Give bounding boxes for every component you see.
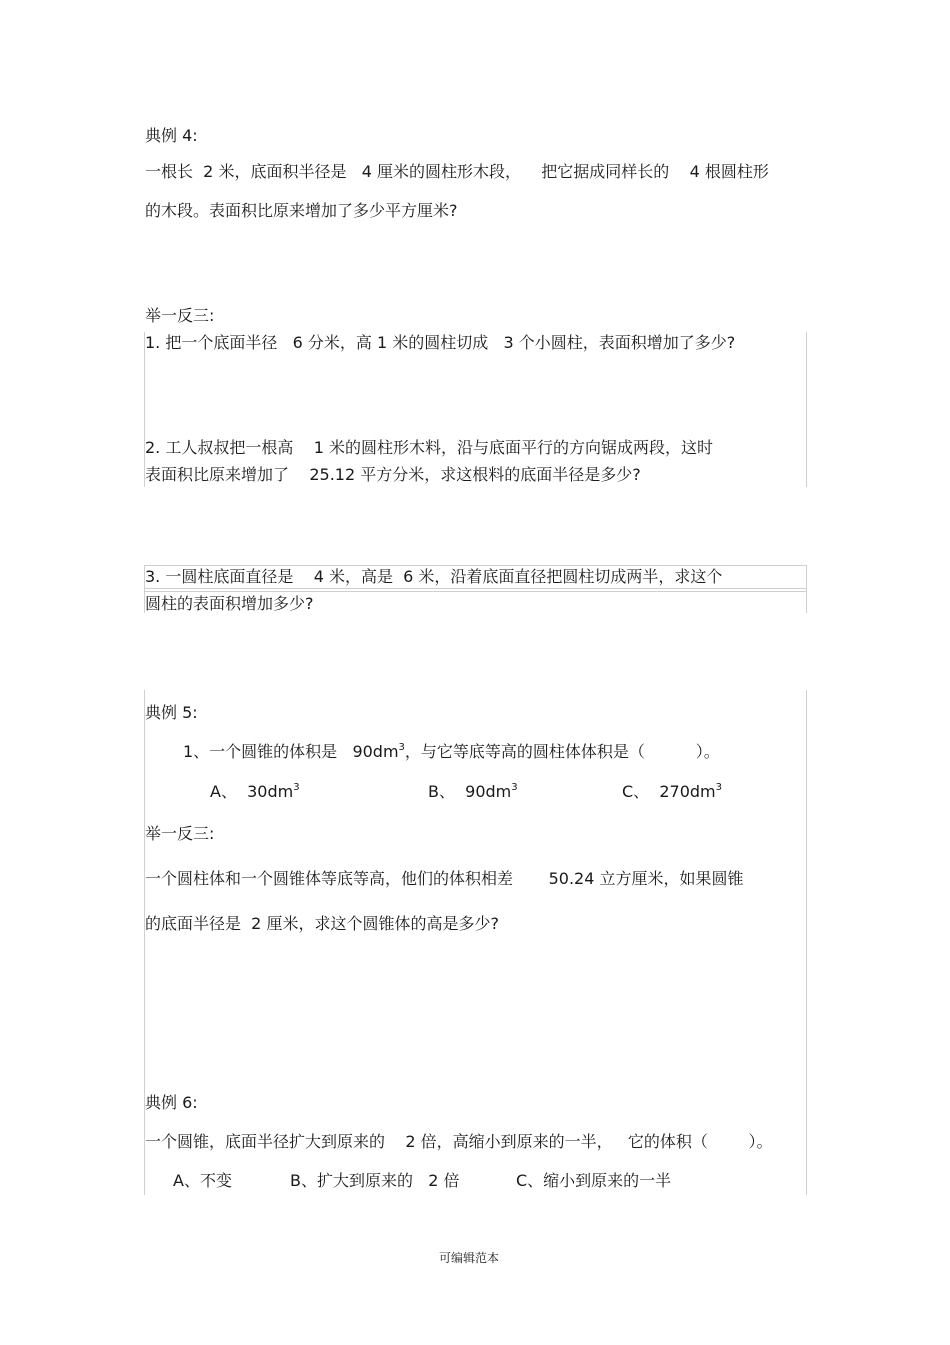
border-mid-2a: [144, 588, 807, 589]
example-4-line-1: 一根长 2 米，底面积半径是 4 厘米的圆柱形木段， 把它据成同样长的 4 根圆柱形: [145, 162, 769, 181]
example-5-option-c: [622, 782, 722, 802]
border-right-1: [806, 332, 807, 487]
example-4-line-2: 的木段。表面积比原来增加了多少平方厘米?: [145, 201, 458, 220]
example-6-heading: 典例 6:: [145, 1093, 198, 1112]
practice-1-question-2-line-1: 2. 工人叔叔把一根高 1 米的圆柱形木料，沿与底面平行的方向锯成两段，这时: [145, 438, 713, 457]
practice-2-line-2: 的底面半径是 2 厘米，求这个圆锥体的高是多少?: [145, 914, 499, 933]
practice-1-question-3-line-2: 圆柱的表面积增加多少?: [145, 594, 314, 613]
border-left-1: [144, 332, 145, 487]
border-right-3: [806, 690, 807, 1195]
practice-2-line-1: 一个圆柱体和一个圆锥体等底等高，他们的体积相差 50.24 立方厘米，如果圆锥: [145, 869, 744, 888]
superscript: 3: [511, 782, 518, 793]
practice-1-heading: 举一反三:: [145, 306, 215, 325]
option-b-text: B、 90dm: [428, 782, 512, 801]
superscript: 3: [715, 782, 723, 793]
practice-1-question-3-line-1: 3. 一圆柱底面直径是 4 米，高是 6 米，沿着底面直径把圆柱切成两半，求这个: [145, 567, 723, 586]
option-a-text: A、 30dm: [210, 782, 294, 801]
border-top-2: [144, 565, 807, 566]
example-4-heading: 典例 4:: [145, 126, 198, 145]
practice-2-heading: 举一反三:: [145, 824, 215, 843]
example-5-option-a: [210, 782, 300, 802]
example-5-question-tail: ，与它等底等高的圆柱体体积是（ ）。: [404, 742, 720, 761]
option-c-text: C、 270dm: [622, 782, 716, 801]
page-footer: 可编辑范本: [439, 1251, 500, 1265]
example-5-question: [183, 742, 720, 762]
example-6-option-b: B、扩大到原来的 2 倍: [290, 1171, 460, 1190]
practice-1-question-2-line-2: 表面积比原来增加了 25.12 平方分米，求这根料的底面半径是多少?: [145, 465, 641, 484]
border-left-3: [144, 690, 145, 1195]
example-5-option-b: [428, 782, 518, 802]
superscript: 3: [293, 782, 300, 793]
border-mid-2b: [144, 591, 807, 592]
example-5-question-text: 1、一个圆锥的体积是 90dm: [183, 742, 399, 761]
practice-1-question-1: 1. 把一个底面半径 6 分米，高 1 米的圆柱切成 3 个小圆柱，表面积增加了多少?: [145, 333, 736, 352]
example-6-option-c: C、缩小到原来的一半: [516, 1171, 672, 1190]
border-right-2: [806, 565, 807, 613]
superscript: 3: [398, 742, 405, 753]
example-6-option-a: A、不变: [173, 1171, 232, 1190]
example-6-line-1: 一个圆锥，底面半径扩大到原来的 2 倍，高缩小到原来的一半， 它的体积（ ）。: [145, 1132, 773, 1151]
example-5-heading: 典例 5:: [145, 703, 198, 722]
